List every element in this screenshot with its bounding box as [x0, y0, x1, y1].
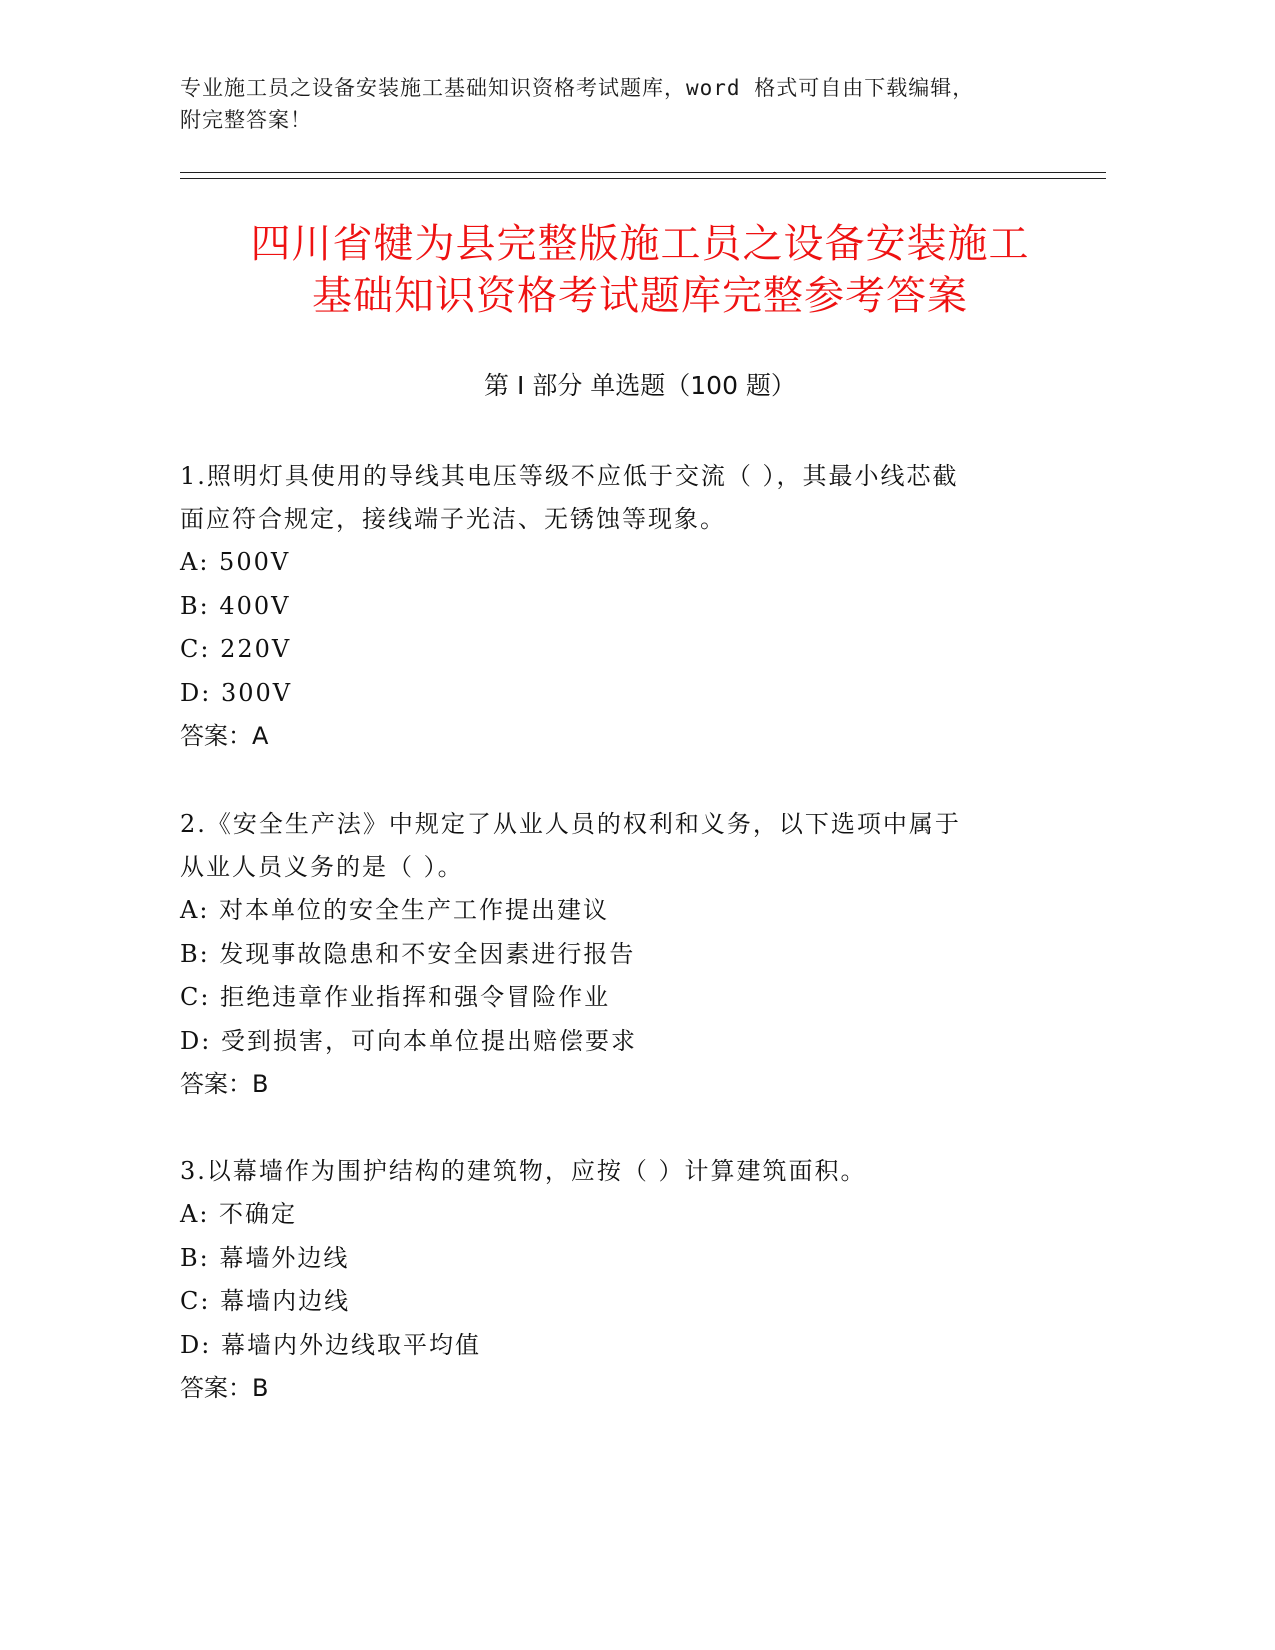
header-divider-top — [180, 172, 1106, 173]
option-a: A: 500V — [180, 548, 291, 576]
option-d: D: 300V — [180, 678, 293, 707]
question-2 — [180, 803, 1060, 1106]
answer: 答案：A — [180, 722, 269, 750]
option-b: B: 幕墙外边线 — [180, 1243, 350, 1272]
option-c: C: 拒绝违章作业指挥和强令冒险作业 — [180, 983, 611, 1011]
option-b: B: 发现事故隐患和不安全因素进行报告 — [180, 939, 636, 968]
header-note — [180, 72, 1060, 136]
question-stem-line: 面应符合规定，接线端子光洁、无锈蚀等现象。 — [180, 505, 726, 533]
option-d: D: 受到损害，可向本单位提出赔偿要求 — [180, 1026, 637, 1055]
header-divider-bottom — [180, 178, 1106, 179]
option-c: C: 幕墙内边线 — [180, 1287, 351, 1315]
question-3 — [180, 1150, 1060, 1410]
document-title-line-2: 基础知识资格考试题库完整参考答案 — [312, 273, 968, 319]
section-heading: 第 I 部分 单选题（100 题） — [484, 371, 796, 400]
question-stem-line: 2.《安全生产法》中规定了从业人员的权利和义务，以下选项中属于 — [180, 810, 961, 838]
answer: 答案：B — [180, 1070, 269, 1098]
option-a: A: 不确定 — [180, 1200, 298, 1228]
question-stem-line: 3.以幕墙作为围护结构的建筑物，应按（ ）计算建筑面积。 — [180, 1157, 867, 1185]
document-title — [140, 218, 1140, 322]
option-a: A: 对本单位的安全生产工作提出建议 — [180, 896, 610, 924]
question-stem-line: 1.照明灯具使用的导线其电压等级不应低于交流（ ），其最小线芯截 — [180, 462, 959, 490]
option-d: D: 幕墙内外边线取平均值 — [180, 1330, 481, 1359]
header-note-line-1: 专业施工员之设备安装施工基础知识资格考试题库，word 格式可自由下载编辑， — [180, 76, 975, 100]
option-c: C: 220V — [180, 635, 292, 663]
document-title-line-1: 四川省犍为县完整版施工员之设备安装施工 — [250, 221, 1030, 267]
question-stem-line: 从业人员义务的是（ ）。 — [180, 853, 464, 881]
answer: 答案：B — [180, 1374, 269, 1402]
question-1 — [180, 455, 1060, 758]
header-note-line-2: 附完整答案！ — [180, 108, 312, 132]
option-b: B: 400V — [180, 591, 291, 620]
